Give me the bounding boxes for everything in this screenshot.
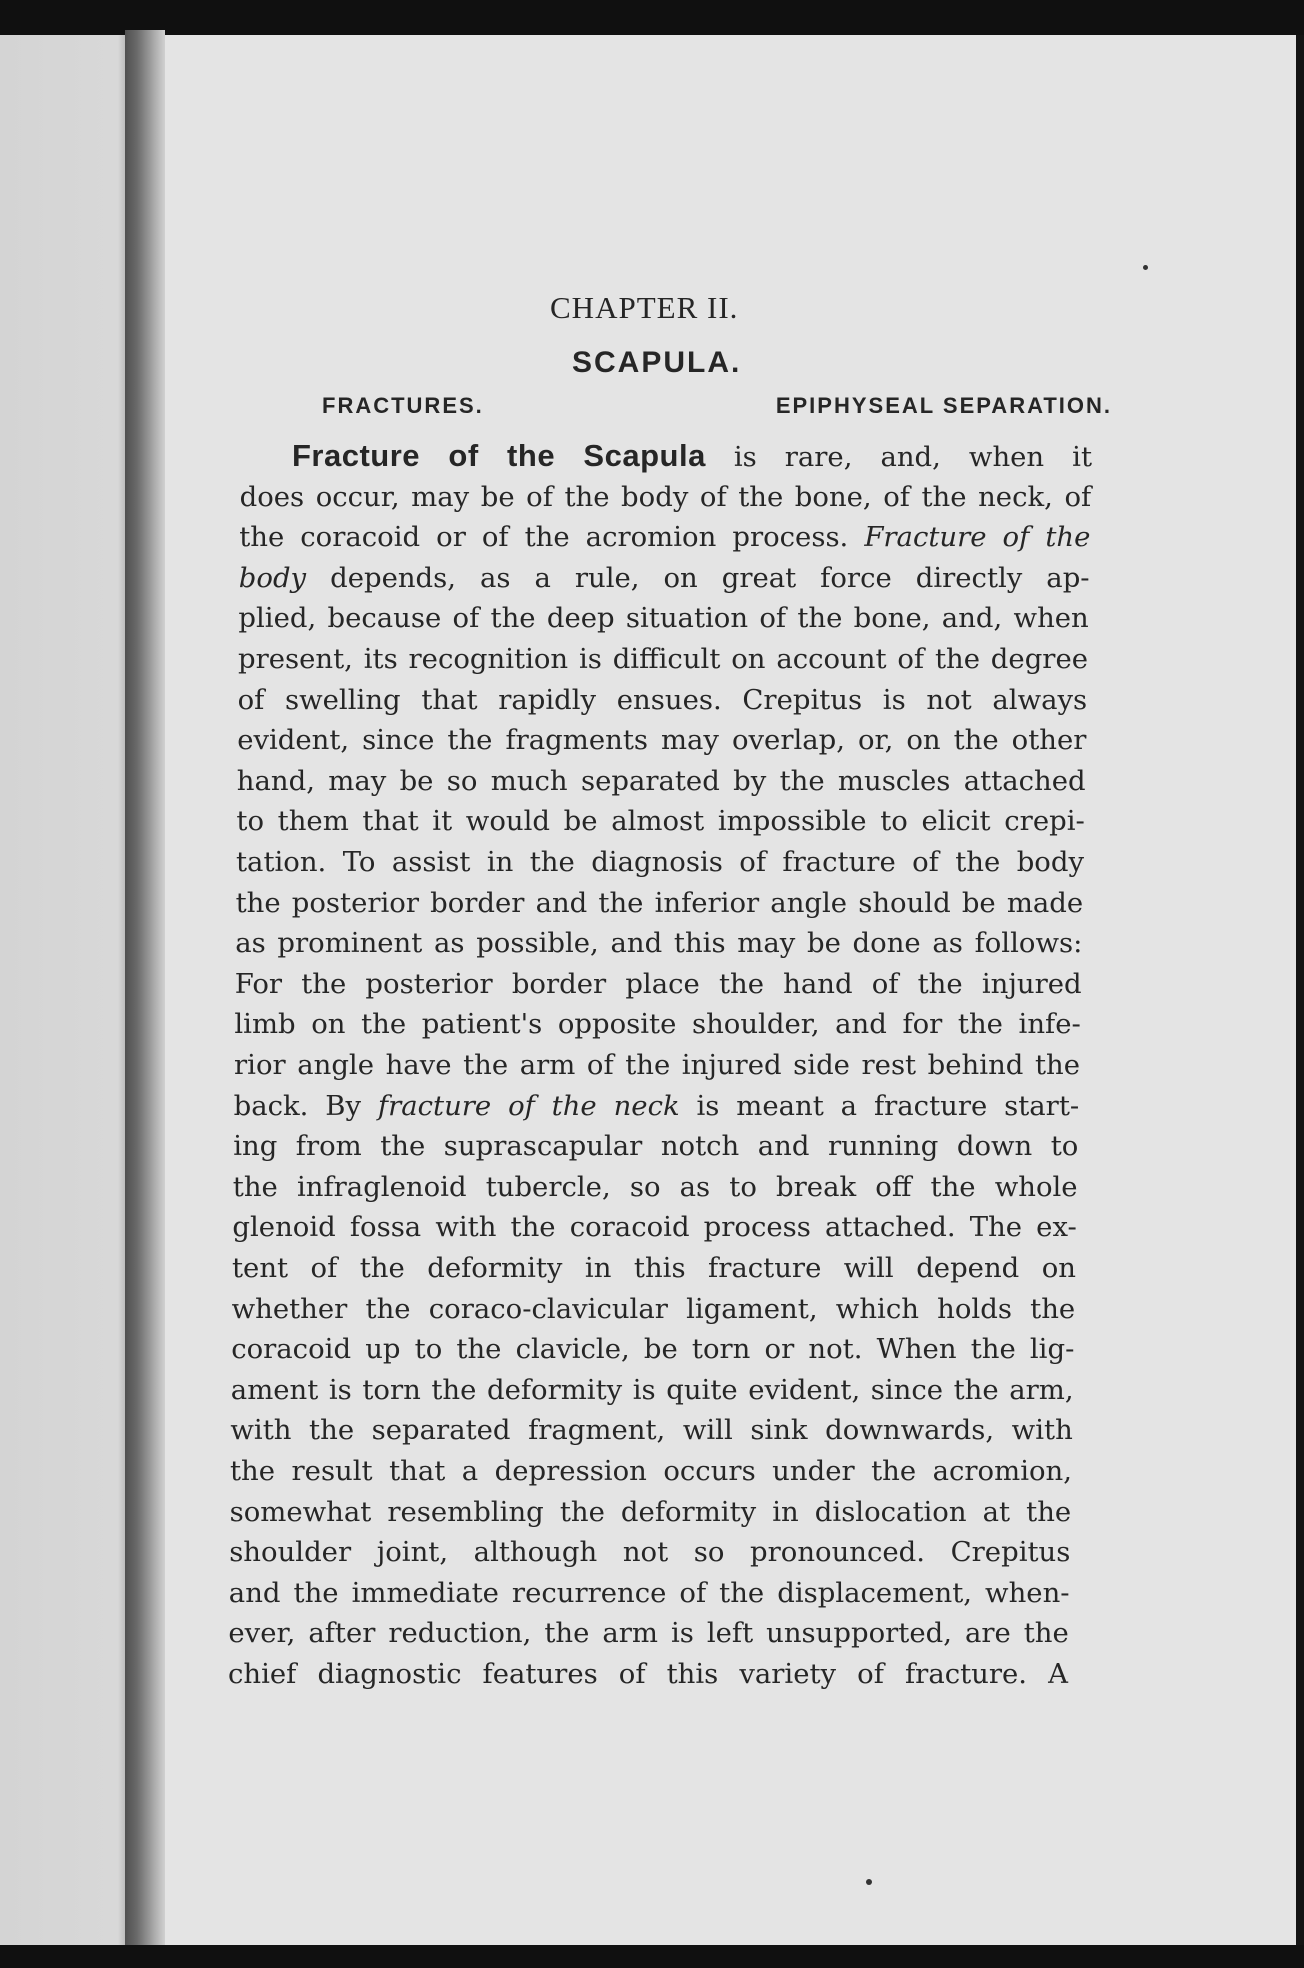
body-line: [228, 1613, 1068, 1653]
line-text: coracoid up to the clavicle, be torn or not. When the lig-: [231, 1333, 1075, 1366]
line-text: does occur, may be of the body of the bone, of the neck, of: [239, 480, 1092, 513]
line-text: the posterior border and the inferior angle should be made: [235, 886, 1084, 919]
italic-term: fracture of the neck: [377, 1089, 680, 1122]
line-text: back. By: [233, 1089, 378, 1122]
line-text: glenoid fossa with the coracoid process attached. The ex-: [232, 1211, 1077, 1244]
chapter-heading: CHAPTER II.: [550, 290, 739, 325]
body-line: [237, 761, 1086, 801]
body-line: [233, 1126, 1078, 1166]
body-line: [236, 842, 1084, 882]
subheading-epiphyseal-separation: EPIPHYSEAL SEPARATION.: [775, 393, 1112, 418]
body-line: [238, 680, 1088, 720]
body-line: [292, 436, 1092, 477]
line-text: is meant a fracture start-: [679, 1089, 1080, 1122]
body-line: [229, 1532, 1070, 1572]
body-line: [231, 1370, 1074, 1410]
line-text: tent of the deformity in this fracture will depend on: [232, 1252, 1076, 1284]
line-text: depends, as a rule, on great force directly ap-: [306, 561, 1090, 594]
section-subheadings: [322, 393, 1112, 419]
line-text: plied, because of the deep situation of the bone, and, when: [238, 602, 1089, 635]
body-line: [228, 1654, 1068, 1694]
italic-term: Fracture of the: [864, 521, 1091, 554]
line-text: hand, may be so much separated by the muscles attached: [236, 764, 1086, 797]
body-line: [239, 558, 1090, 598]
lead-term: Fracture of the Scapula: [292, 438, 706, 473]
italic-term: body: [238, 561, 307, 594]
line-text: with the separated fragment, will sink downwards, with: [230, 1414, 1073, 1447]
line-text: somewhat resembling the deformity in dislocation at the: [229, 1495, 1072, 1528]
line-text: rior angle have the arm of the injured side rest behind the: [234, 1049, 1080, 1081]
body-line: [234, 1045, 1080, 1085]
line-text: chief diagnostic features of this variety of fracture. A: [228, 1658, 1068, 1690]
line-text: of swelling that rapidly ensues. Crepitus is not always: [237, 683, 1088, 716]
facing-page-edge: [0, 35, 125, 1945]
body-line: [236, 801, 1084, 841]
line-text: whether the coraco-clavicular ligament, which holds the: [231, 1292, 1076, 1325]
line-text: to them that it would be almost impossible to elicit crepi-: [236, 805, 1085, 838]
body-line: [230, 1410, 1072, 1450]
scan-right-border: [1296, 35, 1304, 1945]
line-text: present, its recognition is difficult on account of the degree: [238, 643, 1088, 675]
scan-top-border: [0, 0, 1304, 35]
body-line: [231, 1329, 1074, 1369]
line-text: ament is torn the deformity is quite evident, since the arm,: [230, 1373, 1074, 1406]
chapter-title: SCAPULA.: [572, 346, 742, 379]
line-text: the result that a depression occurs under the acromion,: [230, 1455, 1072, 1487]
body-line: [238, 639, 1088, 679]
line-text: and the immediate recurrence of the displacement, when-: [228, 1576, 1070, 1609]
page-speck: [866, 1879, 872, 1885]
body-line: [237, 720, 1086, 760]
body-line: [230, 1451, 1072, 1491]
line-text: shoulder joint, although not so pronounced. Crepitus: [229, 1536, 1071, 1569]
line-text: tation. To assist in the diagnosis of fracture of the body: [236, 846, 1084, 878]
body-line: [235, 964, 1082, 1004]
line-text: the coracoid or of the acromion process.: [239, 521, 865, 554]
book-gutter-shadow: [125, 30, 165, 1945]
line-text: limb on the patient's opposite shoulder, and for the infe-: [234, 1008, 1081, 1041]
body-line: [238, 598, 1088, 638]
line-text: the infraglenoid tubercle, so as to break off the whole: [232, 1170, 1078, 1203]
body-line: [229, 1573, 1070, 1613]
body-line: [240, 477, 1092, 517]
scan-bottom-border: [0, 1945, 1304, 1968]
line-text: evident, since the fragments may overlap, or, on the other: [237, 724, 1087, 757]
body-line: [233, 1167, 1078, 1207]
body-line: [230, 1492, 1072, 1532]
body-line: [232, 1289, 1076, 1329]
body-line: [235, 923, 1082, 963]
body-line: [236, 883, 1084, 923]
body-line: [234, 1086, 1080, 1126]
page-speck: [1143, 265, 1148, 270]
line-text: as prominent as possible, and this may be done as follows:: [235, 927, 1083, 960]
subheading-fractures: FRACTURES.: [322, 393, 484, 418]
line-text: For the posterior border place the hand of the injured: [234, 967, 1082, 1000]
body-line: [239, 517, 1090, 557]
body-line: [232, 1207, 1076, 1247]
body-line: [234, 1004, 1080, 1044]
line-text: ever, after reduction, the arm is left unsupported, are the: [228, 1617, 1069, 1650]
body-line: [232, 1248, 1076, 1288]
line-text: is rare, and, when it: [705, 441, 1092, 473]
line-text: ing from the suprascapular notch and running down to: [233, 1130, 1079, 1163]
